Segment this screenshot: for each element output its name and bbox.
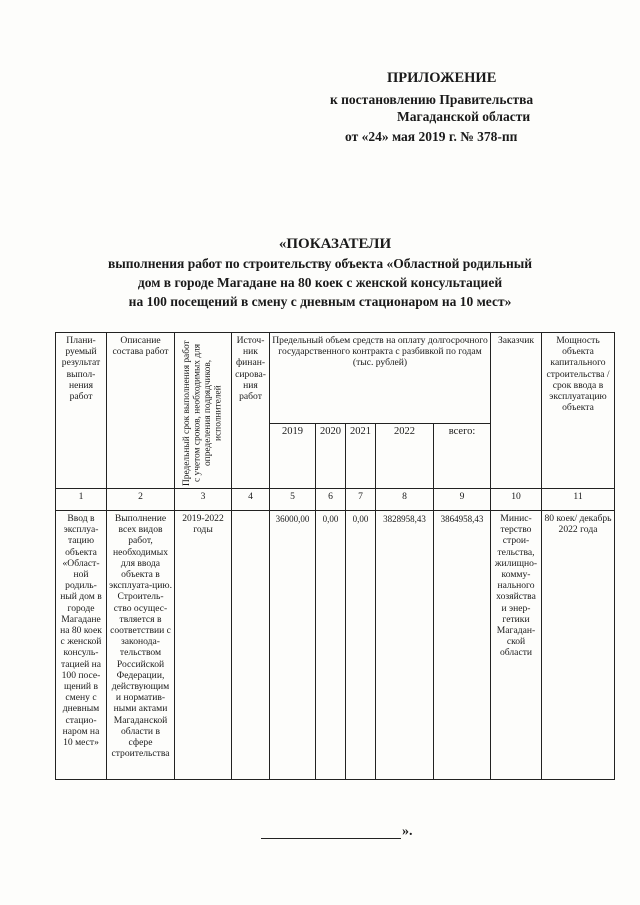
footer-end-mark: ».: [402, 824, 413, 839]
column-number: 10: [491, 489, 542, 511]
column-number: 8: [376, 489, 434, 511]
table-row: [56, 511, 615, 780]
cell-2022: 3828958,43: [376, 511, 434, 780]
header-row: [56, 333, 615, 424]
indicators-table: [55, 332, 615, 780]
header-work-description: Описание состава работ: [107, 333, 175, 489]
header-funding-source: Источ-ник финан-сирова-ния работ: [232, 333, 270, 489]
title-line-2: выполнения работ по строительству объекта «Областной родильный: [107, 256, 533, 271]
cell-2019: 36000,00: [270, 511, 316, 780]
header-limit-volume: Предельный объем средств на оплату долгосрочного государственного контракта с разбивкой по годам (тыс. рублей): [270, 333, 491, 424]
column-number: 11: [542, 489, 615, 511]
header-capacity: Мощность объекта капитального строительства / срок ввода в эксплуатацию объекта: [542, 333, 615, 489]
cell-total: 3864958,43: [434, 511, 491, 780]
header-customer: Заказчик: [491, 333, 542, 489]
header-planned-result: Плани-руемый результат выпол-нения работ: [56, 333, 107, 489]
title-line-3: дом в городе Магадане на 80 коек с женской консультацией: [137, 275, 503, 290]
appendix-heading: ПРИЛОЖЕНИЕ: [387, 70, 497, 86]
year-2020: 2020: [316, 424, 346, 489]
title-line-4: на 100 посещений в смену с дневным стационаром на 10 мест»: [128, 294, 512, 309]
title-heading: «ПОКАЗАТЕЛИ: [278, 236, 392, 252]
year-total: всего:: [434, 424, 491, 489]
year-2022: 2022: [376, 424, 434, 489]
footer-underline: [261, 838, 401, 839]
column-number: 1: [56, 489, 107, 511]
cell-customer: Минис-терство строи-тельства, жилищно-комму-нального хозяйства и энер-гетики Магадан-ской области: [491, 511, 542, 780]
cell-2021: 0,00: [346, 511, 376, 780]
column-number: 9: [434, 489, 491, 511]
cell-2020: 0,00: [316, 511, 346, 780]
column-numbers-row: [56, 489, 615, 511]
document-title: [0, 236, 640, 310]
header-deadline-cell: [175, 333, 232, 489]
column-number: 6: [316, 489, 346, 511]
cell-capacity: 80 коек/ декабрь 2022 года: [542, 511, 615, 780]
appendix-date: от «24» мая 2019 г. № 378-пп: [345, 129, 518, 144]
cell-deadline: 2019-2022 годы: [175, 511, 232, 780]
appendix-region: Магаданской области: [397, 109, 531, 124]
column-number: 4: [232, 489, 270, 511]
column-number: 5: [270, 489, 316, 511]
cell-funding-source: [232, 511, 270, 780]
header-deadline: Предельный срок выполнения работ с учетом сроков, необходимых для определения подрядчиков, исполнителей: [182, 340, 224, 486]
column-number: 7: [346, 489, 376, 511]
column-number: 3: [175, 489, 232, 511]
cell-planned-result: Ввод в эксплуа-тацию объекта «Област-ной родиль-ный дом в городе Магадане на 80 коек с женской консуль-тацией на 100 посе-щений в смену с дневным стацио-наром на 10 мест»: [56, 511, 107, 780]
year-2021: 2021: [346, 424, 376, 489]
column-number: 2: [107, 489, 175, 511]
year-2019: 2019: [270, 424, 316, 489]
appendix-resolution: к постановлению Правительства: [330, 92, 534, 107]
cell-work-description: Выполнение всех видов работ, необходимых для ввода объекта в эксплуата-цию. Строитель-ство осущес-твляется в соответствии с законода-тельством Российской Федерации, действующим и норматив-ными актами Магаданской области в сфере строительства: [107, 511, 175, 780]
